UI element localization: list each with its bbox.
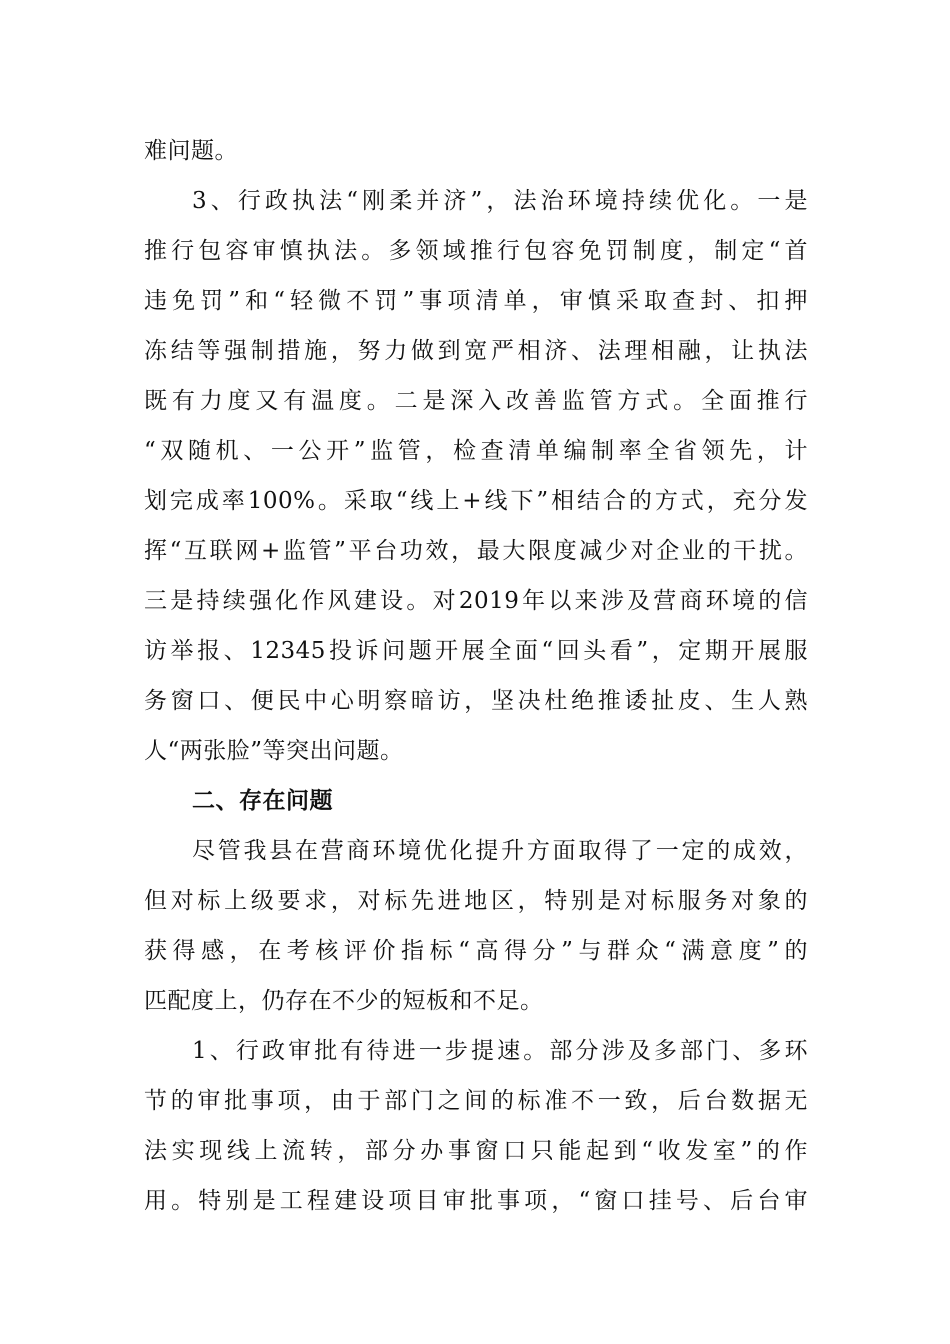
paragraph-line: 挥“互联网+监管”平台功效，最大限度减少对企业的干扰。 xyxy=(144,538,808,564)
paragraph-line: 三是持续强化作风建设。对2019年以来涉及营商环境的信 xyxy=(144,588,808,614)
paragraph-line: 违免罚”和“轻微不罚”事项清单，审慎采取查封、扣押 xyxy=(144,288,808,314)
paragraph-line: 法实现线上流转，部分办事窗口只能起到“收发室”的作 xyxy=(144,1138,808,1164)
paragraph-line: 划完成率100%。采取“线上+线下”相结合的方式，充分发 xyxy=(144,488,808,514)
paragraph-line: 尽管我县在营商环境优化提升方面取得了一定的成效， xyxy=(192,838,808,864)
paragraph-line: 访举报、12345投诉问题开展全面“回头看”，定期开展服 xyxy=(144,638,808,664)
paragraph-line: 冻结等强制措施，努力做到宽严相济、法理相融，让执法 xyxy=(144,338,808,364)
paragraph-line: 获得感，在考核评价指标“高得分”与群众“满意度”的 xyxy=(144,938,808,964)
section-heading: 二、存在问题 xyxy=(192,788,333,814)
paragraph-line: 但对标上级要求，对标先进地区，特别是对标服务对象的 xyxy=(144,888,808,914)
paragraph-line: “双随机、一公开”监管，检查清单编制率全省领先，计 xyxy=(144,438,808,464)
document-body xyxy=(144,126,808,1226)
paragraph-line: 推行包容审慎执法。多领域推行包容免罚制度，制定“首 xyxy=(144,238,808,264)
paragraph-line: 人“两张脸”等突出问题。 xyxy=(144,738,404,764)
paragraph-line: 难问题。 xyxy=(144,138,238,164)
paragraph-line: 1、行政审批有待进一步提速。部分涉及多部门、多环 xyxy=(192,1038,808,1064)
paragraph-line: 用。特别是工程建设项目审批事项，“窗口挂号、后台审 xyxy=(144,1188,808,1214)
paragraph-line: 务窗口、便民中心明察暗访，坚决杜绝推诿扯皮、生人熟 xyxy=(144,688,808,714)
paragraph-line: 3、行政执法“刚柔并济”，法治环境持续优化。一是 xyxy=(192,188,808,214)
paragraph-line: 既有力度又有温度。二是深入改善监管方式。全面推行 xyxy=(144,388,808,414)
paragraph-line: 节的审批事项，由于部门之间的标准不一致，后台数据无 xyxy=(144,1088,808,1114)
paragraph-line: 匹配度上，仍存在不少的短板和不足。 xyxy=(144,988,544,1014)
